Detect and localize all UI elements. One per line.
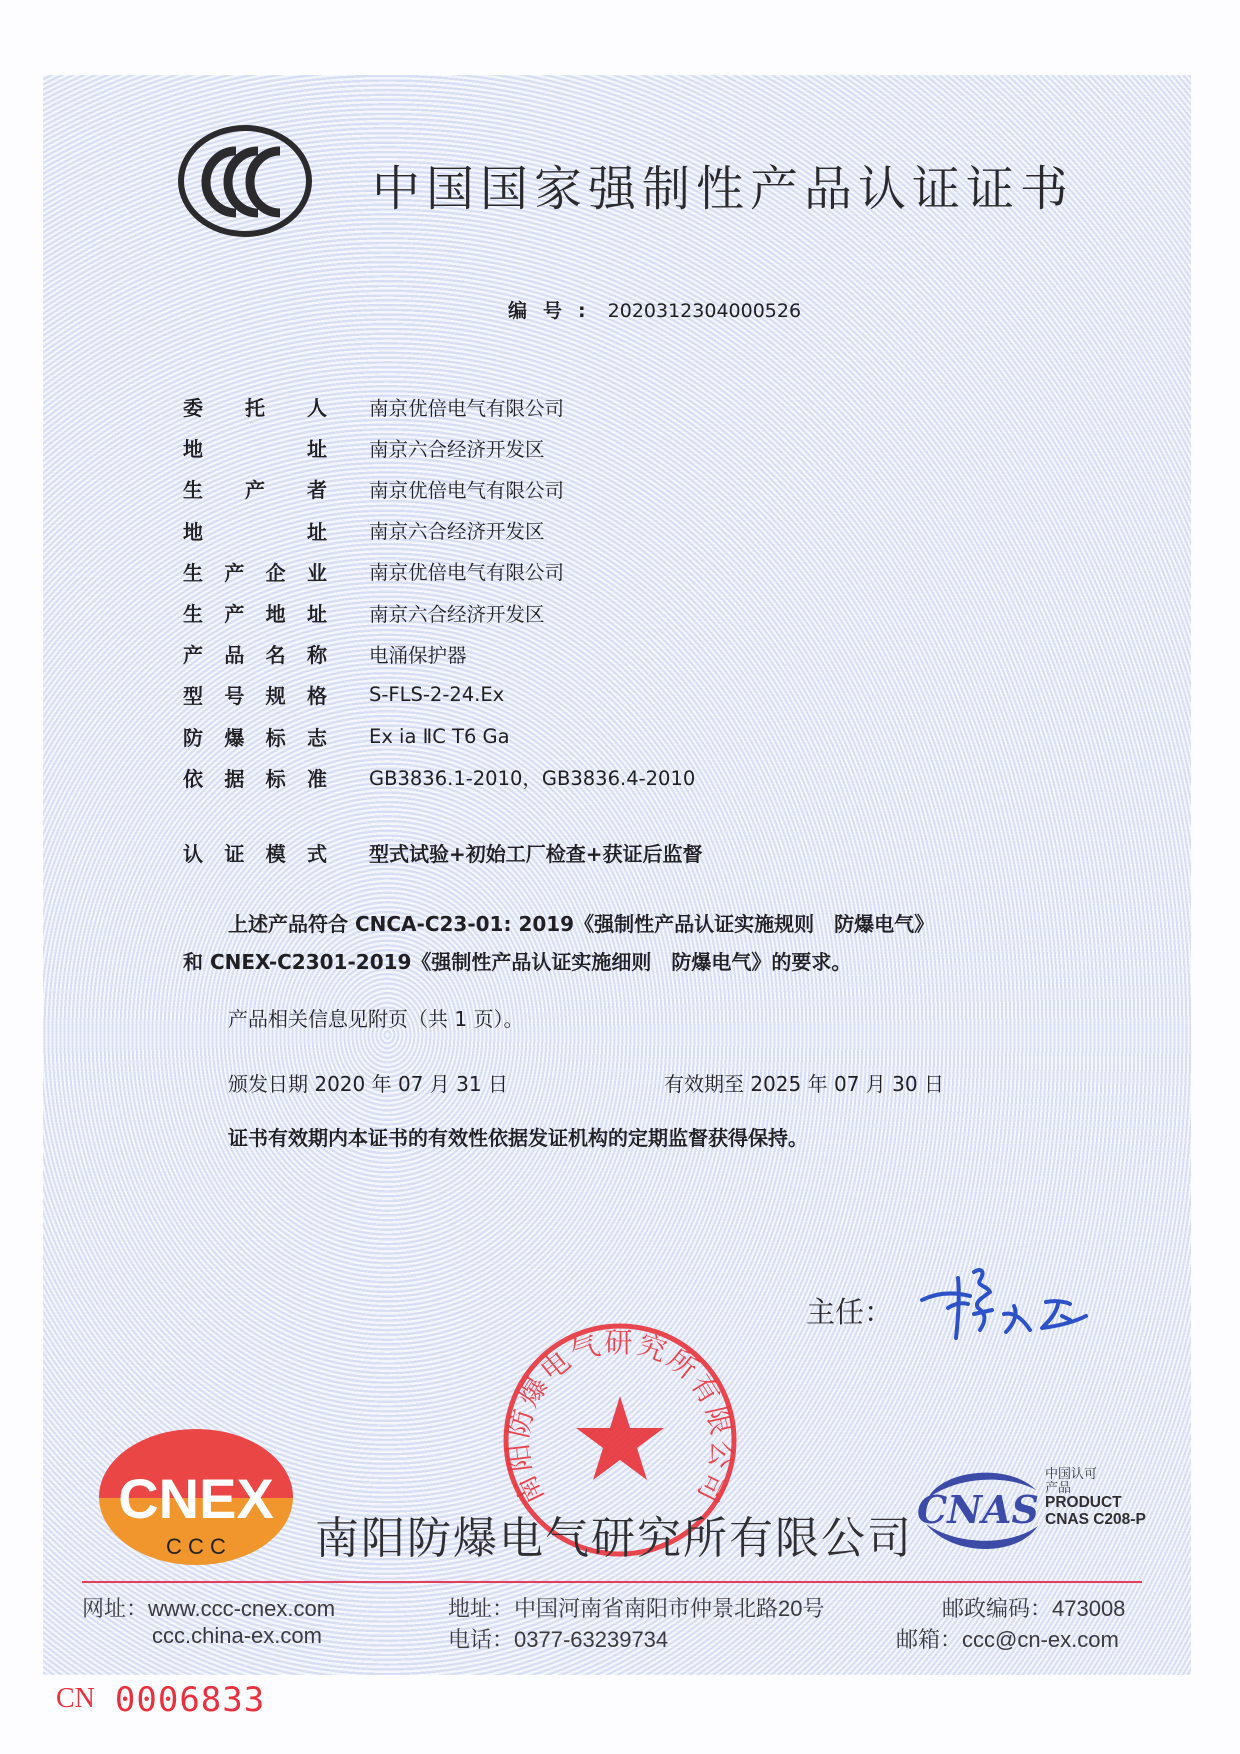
director-title: 主任： [806, 1295, 894, 1329]
field-label: 防 爆 标 志 [183, 725, 327, 750]
serial-number [56, 1680, 265, 1720]
field-value: 南京优倍电气有限公司 [369, 561, 565, 585]
field-factory [183, 551, 565, 592]
certification-mode [183, 838, 703, 867]
field-label: 产 品 名 称 [183, 643, 327, 668]
field-label: 依 据 标 准 [183, 766, 327, 791]
field-label: 型 号 规 格 [183, 684, 327, 709]
field-label: 生 产 地 址 [183, 602, 327, 627]
website-link-secondary[interactable]: ccc.china-ex.com [152, 1623, 322, 1648]
svg-text:CNEX: CNEX [118, 1467, 274, 1530]
certification-mode-value: 型式试验+初始工厂检查+获证后监督 [369, 842, 703, 866]
field-label: 地 址 [183, 519, 327, 544]
field-value: 电涌保护器 [369, 643, 467, 667]
field-value: S-FLS-2-24.Ex [369, 683, 505, 707]
svg-text:CNAS: CNAS [917, 1487, 1039, 1532]
issue-date: 颁发日期 2020 年 07 月 31 日 [228, 1072, 508, 1096]
phone-number: 电话：0377-63239734 [448, 1627, 669, 1652]
website-label: 网址： [82, 1596, 149, 1621]
website-link-primary[interactable]: www.ccc-cnex.com [148, 1596, 336, 1621]
postcode: 邮政编码：473008 [942, 1596, 1126, 1621]
cnex-logo-icon [96, 1426, 296, 1568]
issuer-name: 南阳防爆电气研究所有限公司 [315, 1513, 913, 1564]
compliance-statement-line2: 和 CNEX-C2301-2019《强制性产品认证实施细则 防爆电气》的要求。 [183, 950, 852, 974]
field-label: 地 址 [183, 437, 327, 462]
certificate-number [508, 296, 801, 323]
svg-text:南阳防爆电气研究所有限公司: 南阳防爆电气研究所有限公司 [500, 1326, 740, 1510]
field-manufacturer [183, 468, 565, 509]
field-label: 委 托 人 [183, 396, 327, 421]
field-product-name [183, 633, 467, 674]
footer-divider [82, 1581, 1142, 1583]
compliance-statement-line1: 上述产品符合 CNCA-C23-01: 2019《强制性产品认证实施规则 防爆电气》 [228, 912, 935, 936]
serial-value: 0006833 [114, 1680, 266, 1720]
certificate-number-value: 2020312304000526 [607, 300, 802, 322]
website-line [82, 1592, 335, 1623]
attachment-note: 产品相关信息见附页（共 1 页）。 [228, 1007, 524, 1031]
field-label: 生 产 企 业 [183, 560, 327, 585]
cnas-logo-icon [912, 1460, 1048, 1560]
field-value: Ex ia ⅡC T6 Ga [369, 724, 510, 748]
certification-mode-label: 认 证 模 式 [183, 842, 327, 866]
field-value: 南京六合经济开发区 [369, 437, 545, 461]
field-label: 生 产 者 [183, 478, 327, 503]
svg-text:C C C: C C C [166, 1534, 226, 1559]
certificate-number-label: 编号: [508, 300, 602, 322]
field-value: 南京优倍电气有限公司 [369, 478, 565, 502]
certificate-fields [183, 386, 696, 798]
ccc-logo-icon [178, 125, 312, 237]
field-value: GB3836.1-2010，GB3836.4-2010 [369, 767, 696, 791]
field-manufacturer-address [183, 510, 545, 551]
field-standards [183, 757, 696, 798]
field-ex-marking [183, 716, 510, 757]
postal-address: 地址：中国河南省南阳市仲景北路20号 [448, 1596, 825, 1621]
field-value: 南京优倍电气有限公司 [369, 396, 565, 420]
field-client [183, 386, 565, 427]
certificate-title: 中国国家强制性产品认证证书 [372, 161, 1075, 217]
validity-note: 证书有效期内本证书的有效性依据发证机构的定期监督获得保持。 [228, 1126, 808, 1150]
director-signature [918, 1258, 1108, 1348]
email-address[interactable]: 邮箱：ccc@cn-ex.com [896, 1627, 1119, 1652]
valid-until: 有效期至 2025 年 07 月 30 日 [664, 1072, 944, 1096]
field-model [183, 674, 505, 715]
field-client-address [183, 427, 545, 468]
field-value: 南京六合经济开发区 [369, 520, 545, 544]
serial-prefix: CN [56, 1683, 95, 1714]
cnas-accreditation-text: 中国认可 产品 PRODUCT CNAS C208-P [1045, 1467, 1146, 1528]
field-factory-address [183, 592, 545, 633]
field-value: 南京六合经济开发区 [369, 602, 545, 626]
